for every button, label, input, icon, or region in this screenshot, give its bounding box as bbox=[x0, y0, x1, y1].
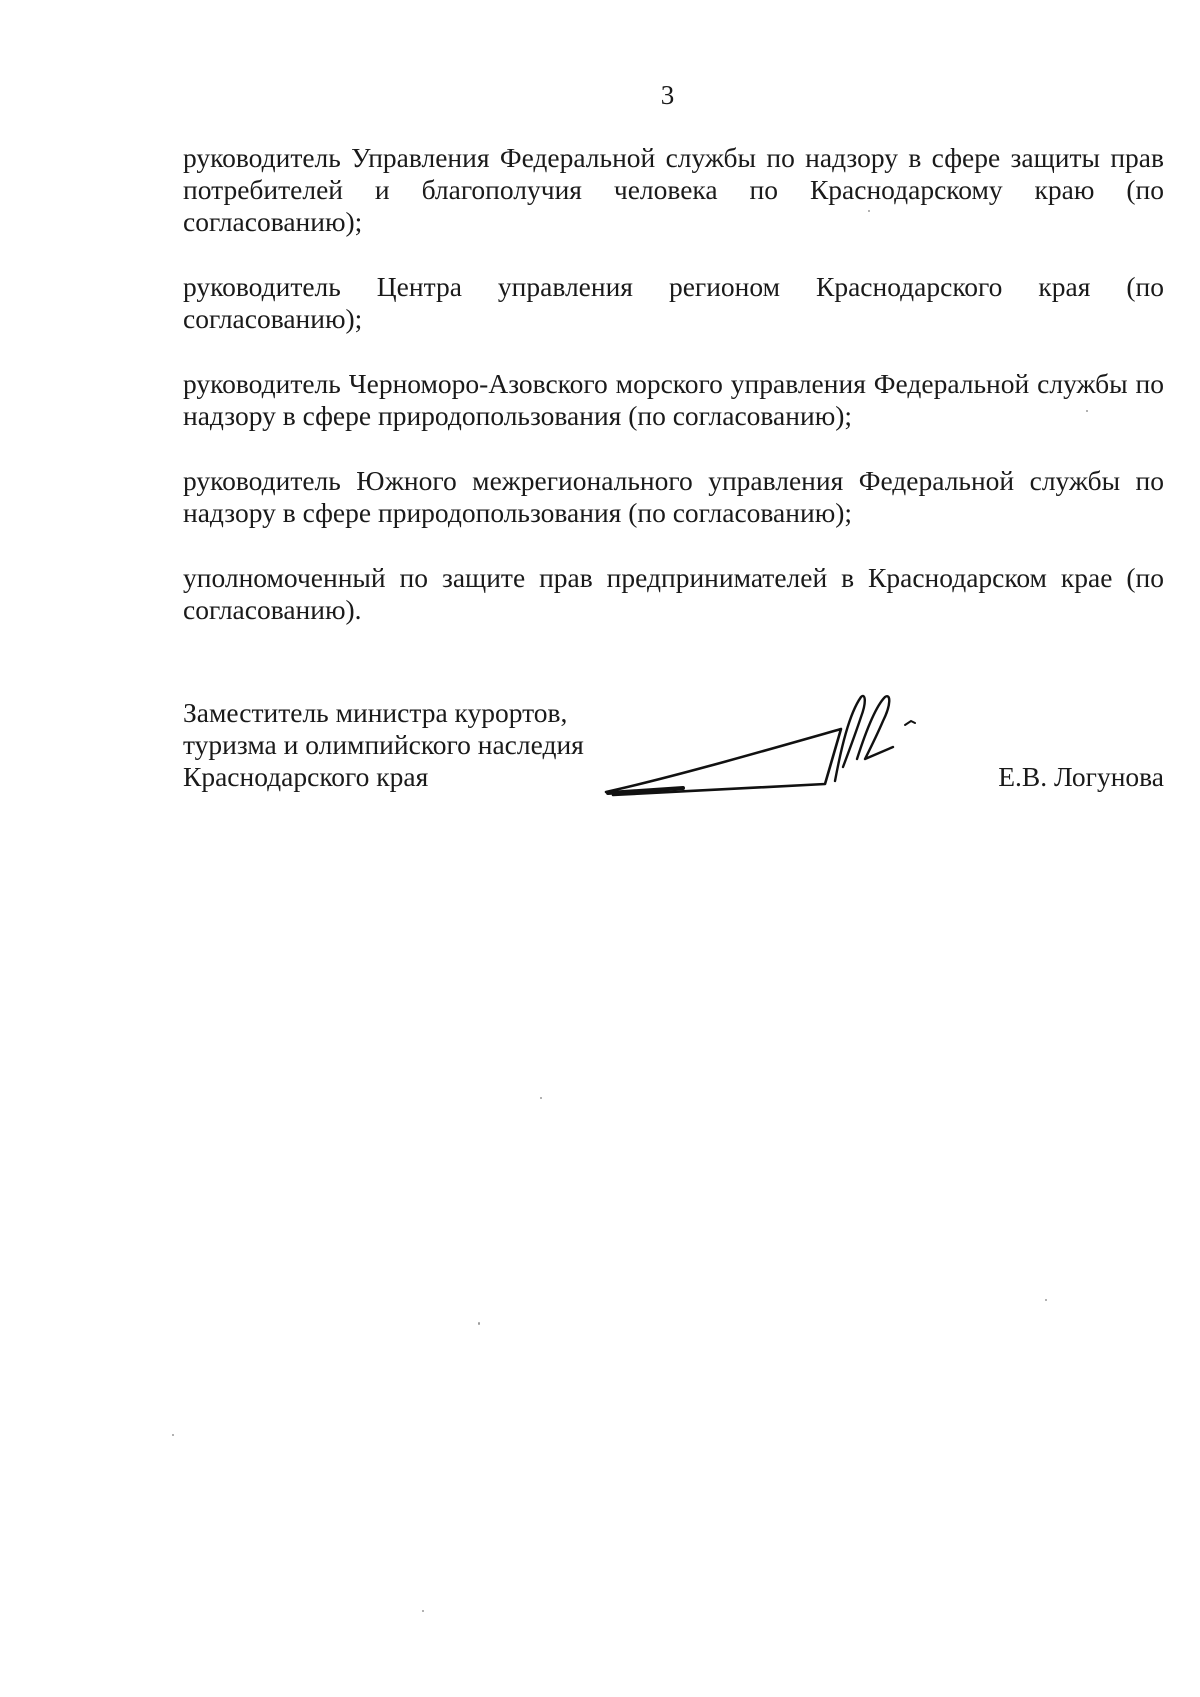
scan-speck bbox=[1086, 410, 1088, 412]
signature-block bbox=[183, 697, 1164, 817]
list-item: руководитель Управления Федеральной службы по надзору в сфере защиты прав потребителей и благополучия человека по Краснодарскому краю (по согласованию); bbox=[183, 142, 1164, 237]
scan-speck bbox=[1045, 1299, 1047, 1301]
document-body bbox=[183, 142, 1164, 659]
scan-speck bbox=[172, 1434, 174, 1436]
list-item: уполномоченный по защите прав предпринимателей в Краснодарском крае (по согласованию). bbox=[183, 562, 1164, 625]
scan-speck bbox=[478, 1322, 480, 1325]
list-item: руководитель Южного межрегионального управления Федеральной службы по надзору в сфере природопользования (по согласованию); bbox=[183, 465, 1164, 528]
list-item: руководитель Черноморо-Азовского морского управления Федеральной службы по надзору в сфере природопользования (по согласованию); bbox=[183, 368, 1164, 431]
handwritten-signature bbox=[603, 689, 933, 809]
signer-title: Заместитель министра курортов, туризма и олимпийского наследия Краснодарского края bbox=[183, 697, 584, 792]
list-item: руководитель Центра управления регионом Краснодарского края (по согласованию); bbox=[183, 271, 1164, 334]
scan-speck bbox=[868, 210, 870, 212]
signer-name: Е.В. Логунова bbox=[998, 761, 1164, 792]
scan-speck bbox=[540, 1097, 542, 1099]
scan-speck bbox=[422, 1610, 424, 1612]
page-number: 3 bbox=[660, 80, 675, 110]
